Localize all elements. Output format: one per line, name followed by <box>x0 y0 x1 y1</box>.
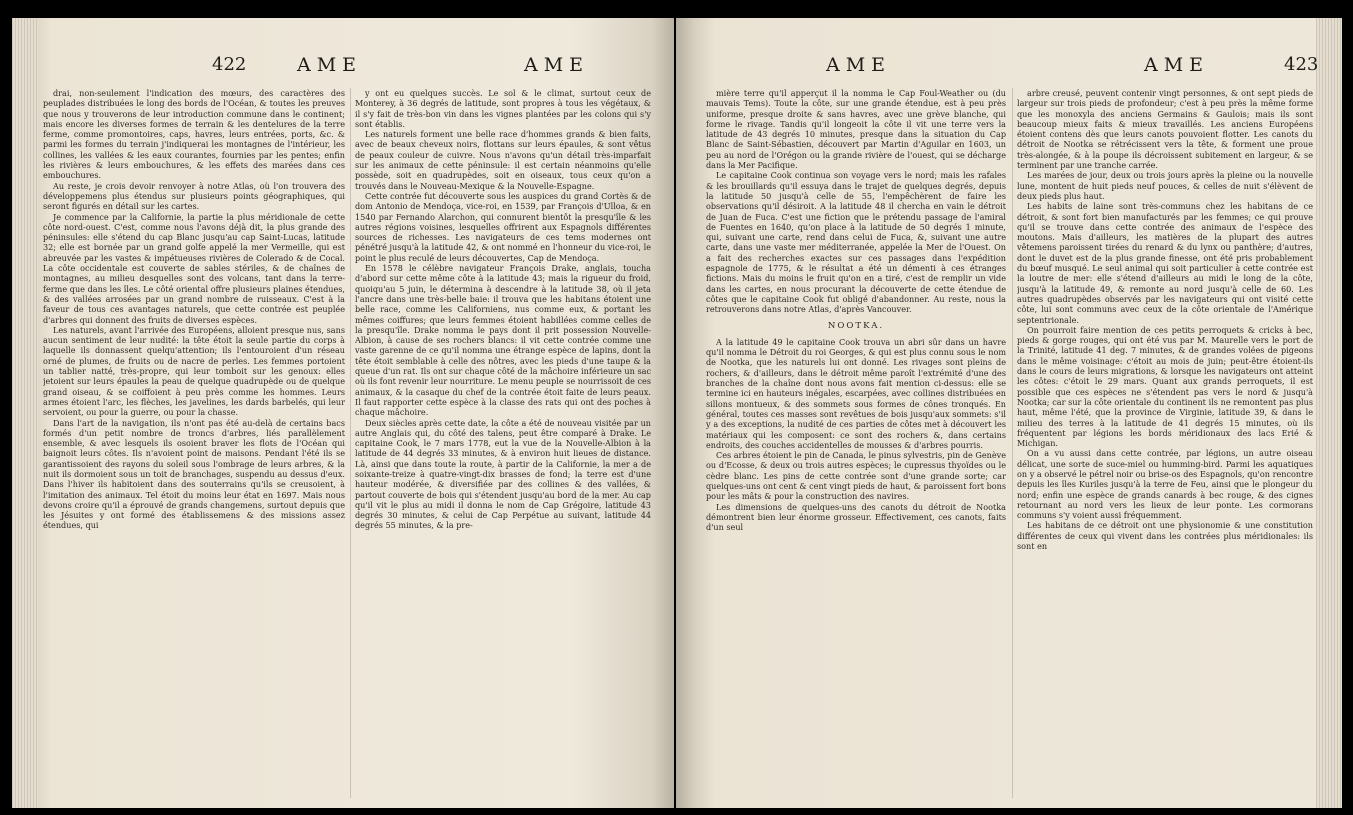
paragraph: Le capitaine Cook continua son voyage vers le nord; mais les rafales & les brouillards qu'il essuya dans le trajet de quelques degrés, depuis la latitude 50 jusqu'à celle de 55, l'empêchèrent de faire les observations qu'il désiroit. A la latitude 48 il chercha en vain le détroit de Juan de Fuca. C'est une fiction que le prétendu passage de l'amiral de Fuentes en 1640, qu'on place à la latitude de 50 degrés 1 minute, qui, suivant une carte, rend dans celui de Fuca, &, suivant une autre carte, dans une vaste mer méditerranée, appelée la Mer de l'Ouest. On a fait des recherches exactes sur ces passages dans l'expédition espagnole de 1775, & le résultat a été un démenti à ces étranges fictions. Mais du moins le fruit qu'on en a tiré, c'est de remplir un vide dans les cartes, en nous procurant la découverte de cette étendue de côtes que le capitaine Cook fut obligé d'abandonner. Au reste, nous la retrouverons dans notre Atlas, d'après Vancouver. <box>706 170 1006 315</box>
paragraph: Les habitans de ce détroit ont une physionomie & une constitution différentes de ceux qui vivent dans les contrées plus méridionales: ils sont en <box>1017 520 1313 552</box>
paragraph: Les dimensions de quelques-uns des canots du détroit de Nootka démontrent bien leur énorme grosseur. Effectivement, ces canots, faits d'un seul <box>706 501 1006 533</box>
paragraph: Les naturels, avant l'arrivée des Européens, alloient presque nus, sans aucun sentiment de leur nudité: la tête étoit la seule partie du corps à laquelle ils donnassent quelqu'attention; ils l'entouroient d'un réseau orné de plumes, de fruits ou de nacre de perles. Les femmes portoient un tablier natté, très-propre, qui leur tomboit sur les genoux: elles jetoient sur leurs épaules la peau de quelque quadrupède ou de quelque grand oiseau, & se coiffoient à peu près comme les hommes. Leurs armes étoient l'arc, les flèches, les javelines, les dards barbelés, qui leur servoient, ou pour la guerre, ou pour la chasse. <box>43 324 345 418</box>
paragraph: Je commence par la Californie, la partie la plus méridionale de cette côte nord-ouest. C'est, comme nous l'avons déjà dit, la plus grande des péninsules: elle s'étend du cap Blanc jusqu'au cap Saint-Lucas, latitude 32; elle est bornée par un grand golfe appelé la mer Vermeille, qui est abreuvée par les vastes & impétueuses rivières de Colerado & de Cocal. La côte occidentale est couverte de sables stériles, & de chaînes de montagnes, au milieu desquelles sont des volcans, tant dans la terre-ferme que dans les îles. Le côté oriental offre plusieurs plaines étendues, & des vallées arrosées par un grand nombre de ruisseaux. C'est à la faveur de tous ces avantages naturels, que cette contrée est peuplée d'arbres qui donnent des fruits de diverses espèces. <box>43 211 345 325</box>
text-column-right-2 <box>1017 88 1313 798</box>
paragraph: Les habits de laine sont très-communs chez les habitans de ce détroit, & sont fort bien manufacturés par les femmes; ce qui prouve qu'il se trouve dans cette contrée des animaux de l'espèce des moutons. Mais d'ailleurs, les matières de la plupart des autres vêtemens paroissent tirées du renard & du lynx ou panthère; d'autres, dont le duvet est de la plus grande finesse, ont été pris probablement du bœuf musqué. Le seul animal qui soit particulier à cette contrée est la loutre de mer: elle s'étend d'ailleurs au midi le long de la côte, jusqu'à la latitude 49, & remonte au nord jusqu'à celle de 60. Les autres quadrupèdes observés par les navigateurs qui ont visité cette côte, lui sont communs avec ceux de la côte orientale de l'Amérique septentrionale. <box>1017 201 1313 325</box>
paragraph: arbre creusé, peuvent contenir vingt personnes, & ont sept pieds de largeur sur trois pieds de profondeur; c'est à peu près la même forme que les monoxyla des anciens Germains & Gaulois; mais ils sont beaucoup mieux faits & mieux travaillés. Les anciens Européens étoient contens dès que leurs canots pouvoient flotter. Les canots du détroit de Nootka se rétrécissent vers la tête, & forment une proue très-alongée, & à la poupe ils décroissent subitement en largeur, & se terminent par une tranche carrée. <box>1017 88 1313 171</box>
column-rule <box>1012 88 1013 798</box>
paragraph: On a vu aussi dans cette contrée, par légions, un autre oiseau délicat, une sorte de suce-miel ou humming-bird. Parmi les aquatiques on y a observé le pétrel noir ou brise-os des Espagnols, qu'on rencontre depuis les îles Kuriles jusqu'à la terre de Feu, ainsi que le plongeur du nord; enfin une espèce de grands canards à bec rouge, & des cignes retournant au nord vers les lieux de leur ponte. Les cormorans communs s'y voient aussi fréquemment. <box>1017 448 1313 521</box>
paragraph: Dans l'art de la navigation, ils n'ont pas été au-delà de certains bacs formés d'un petit nombre de troncs d'arbres, liés parallèlement ensemble, & avec lesquels ils osoient braver les flots de l'Océan qui baignoit leurs côtes. Ils n'avoient point de maisons. Pendant l'été ils se garantissoient des rayons du soleil sous l'ombrage de leurs arbres, & la nuit ils dormoient sous un toit de branchages, suspendu au dessus d'eux. Dans l'hiver ils habitoient dans des souterrains qu'ils se creusoient, à l'imitation des animaux. Tel étoit du moins leur état en 1697. Mais nous devons croire qu'il a éprouvé de grands changemens, surtout depuis que les Jésuites y ont formé des établissemens & des missions assez étendues, qui <box>43 417 345 531</box>
paragraph: Cette contrée fut découverte sous les auspices du grand Cortès & de dom Antonio de Mendoça, vice-roi, en 1539, par François d'Ulloa, & en 1540 par Fernando Alarchon, qui connurent bientôt la presqu'île & les autres régions voisines, lesquelles offrirent aux Espagnols différentes sources de richesses. Les navigateurs de ces tems modernes ont pénétré jusqu'à la latitude 42, & ont nommé en l'honneur du vice-roi, le point le plus reculé de leurs découvertes, Cap de Mendoça. <box>355 190 651 263</box>
paragraph: En 1578 le célèbre navigateur François Drake, anglais, toucha d'abord sur cette même côte à la latitude 43; mais la rigueur du froid, quoiqu'au 5 juin, le détermina à descendre à la latitude 38, où il jeta l'ancre dans une très-belle baie: il trouva que les habitans étoient une belle race, comme les Californiens, nus comme eux, & portant les mêmes coiffures; que leurs femmes étoient habillées comme celles de la presqu'île. Drake nomma le pays dont il prit possession Nouvelle-Albion, à cause de ses rochers blancs: il vit cette contrée comme une vaste garenne de ce qu'il nomma une étrange espèce de lapins, dont la tête étoit semblable à celle des nôtres, avec les pieds d'une taupe & la queue d'un rat. Ils ont sur chaque côté de la mâchoire inférieure un sac où ils font revenir leur nourriture. Le menu peuple se nourrissoit de ces animaux, & la casaque du chef de la contrée étoit faite de leurs peaux. Il faut rapporter cette espèce à la classe des rats qui ont des poches à chaque mâchoire. <box>355 263 651 418</box>
paragraph: Au reste, je crois devoir renvoyer à notre Atlas, où l'on trouvera des développemens plus étendus sur plusieurs points géographiques, qui seront figurés en détail sur les cartes. <box>43 180 345 212</box>
paragraph: A la latitude 49 le capitaine Cook trouva un abri sûr dans un havre qu'il nomma le Détroit du roi Georges, & qui est plus connu sous le nom de Nootka, que les naturels lui ont donné. Les rivages sont pleins de rochers, & d'ailleurs, dans le détroit même paroît l'extrémité d'une des branches de la chaîne dont nous avons fait mention ci-dessus: elle se termine ici en hauteurs inégales, escarpées, avec collines distribuées en sillons montueux, & des sommets sous formes de cônes tronqués. En général, toutes ces masses sont revêtues de bois jusqu'aux sommets: s'il y a des exceptions, la nudité de ces parties de côtes met à découvert les matériaux qui les composent: ce sont des rochers &, dans certains endroits, des couches accidentelles de mousses & d'arbres pourris. <box>706 336 1006 450</box>
paragraph: Ces arbres étoient le pin de Canada, le pinus sylvestris, pin de Genève ou d'Ecosse, & deux ou trois autres espèces; le cupressus thyoïdes ou le cèdre blanc. Les pins de cette contrée sont d'une grande sorte; car quelques-uns ont cent & cent vingt pieds de haut, & paroissent fort bons pour les mâts & pour la construction des navires. <box>706 450 1006 502</box>
paragraph: Deux siècles après cette date, la côte a été de nouveau visitée par un autre Anglais qui, du côté des talens, peut être comparé à Drake. Le capitaine Cook, le 7 mars 1778, eut la vue de la Nouvelle-Albion à la latitude de 44 degrés 33 minutes, & à environ huit lieues de distance. Là, ainsi que dans toute la route, à partir de la Californie, la mer a de soixante-treize à quatre-vingt-dix brasses de fond; la terre est d'une hauteur modérée, & diversifiée par des collines & des vallées, & partout couverte de bois qui s'étendent jusqu'au bord de la mer. Au cap qu'il vit le plus au midi il donna le nom de Cap Grégoire, latitude 43 degrés 30 minutes, & celui de Cap Perpétue au suivant, latitude 44 degrés 55 minutes, & la pre- <box>355 417 651 531</box>
paragraph: drai, non-seulement l'indication des mœurs, des caractères des peuplades distribuées le long des bords de l'Océan, & toutes les preuves que nous y trouverons de leur introduction commune dans le continent; mais encore les diverses formes de terrain & les dentelures de la terre ferme, comme promontoires, caps, havres, leurs entrées, ports, &c. & parmi les formes du terrain j'indiquerai les montagnes de l'intérieur, les collines, les vallées & les eaux courantes, fournies par les pentes; enfin les rivières & leurs embouchures, & les effets des marées dans ces embouchures. <box>43 88 345 181</box>
right-page <box>676 18 1342 808</box>
paragraph: mière terre qu'il apperçut il la nomma le Cap Foul-Weather ou (du mauvais Tems). Toute la côte, sur une grande étendue, est à peu près uniforme, presque droite & sans havres, avec une grève blanche, qui forme le rivage. Tandis qu'il longeoit la côte il vit une terre vers la latitude de 43 degrés 10 minutes, presque dans la situation du Cap Blanc de Saint-Sébastien, découvert par Martin d'Aguilar en 1603, un peu au nord de l'Orégon ou la grande rivière de l'ouest, qui se décharge dans la Mer Pacifique. <box>706 88 1006 171</box>
running-head: AME <box>524 54 590 76</box>
page-number: 422 <box>212 54 247 75</box>
section-heading: NOOTKA. <box>827 320 885 331</box>
left-page <box>12 18 674 808</box>
left-page-edge <box>12 18 38 808</box>
paragraph: Les marées de jour, deux ou trois jours après la pleine ou la nouvelle lune, montent de huit pieds neuf pouces, & celles de nuit s'élèvent de deux pieds plus haut. <box>1017 170 1313 201</box>
right-page-edge <box>1316 18 1342 808</box>
paragraph: Les naturels forment une belle race d'hommes grands & bien faits, avec de beaux cheveux noirs, flottans sur leurs épaules, & sont vêtus de peaux couleur de cuivre. Nous n'avons qu'un détail très-imparfait sur les animaux de cette péninsule: il est certain néanmoins qu'elle possède, soit en quadrupèdes, soit en oiseaux, tous ceux qu'on a trouvés dans le Nouveau-Mexique & la Nouvelle-Espagne. <box>355 129 651 191</box>
paragraph: y ont eu quelques succès. Le sol & le climat, surtout ceux de Monterey, à 36 degrés de latitude, sont propres à tous les végétaux, & il s'y fait de très-bon vin dans les vignes plantées par les colons qui s'y sont établis. <box>355 88 651 129</box>
open-book <box>12 18 1342 808</box>
column-rule <box>350 88 351 798</box>
text-column-left-1 <box>43 88 345 798</box>
text-column-left-2 <box>355 88 651 798</box>
page-number: 423 <box>1284 54 1319 75</box>
running-head: AME <box>297 54 363 76</box>
text-column-right-1 <box>706 88 1006 798</box>
running-head: AME <box>826 54 892 76</box>
paragraph: On pourroit faire mention de ces petits perroquets & cricks à bec, pieds & gorge rouges, qui ont été vus par M. Maurelle vers le port de la Trinité, latitude 41 deg. 7 minutes, & de grandes volées de pigeons dans le même voisinage: c'étoit au mois de juin; peut-être étoient-ils dans le cours de leurs migrations, & lorsque les navigateurs ont atteint les côtes: c'étoit le 29 mars. Quant aux grands perroquets, il est possible que ces espèces ne s'étendent pas vers le nord & jusqu'à Nootka; car sur la côte orientale du continent ils ne remontent pas plus haut, même l'été, que la province de Virginie, latitude 39, & dans le milieu des terres à la latitude de 41 degrés 15 minutes, où ils fréquentent par légions les bords méridionaux des lacs Erié & Michigan. <box>1017 324 1313 449</box>
running-head: AME <box>1144 54 1210 76</box>
